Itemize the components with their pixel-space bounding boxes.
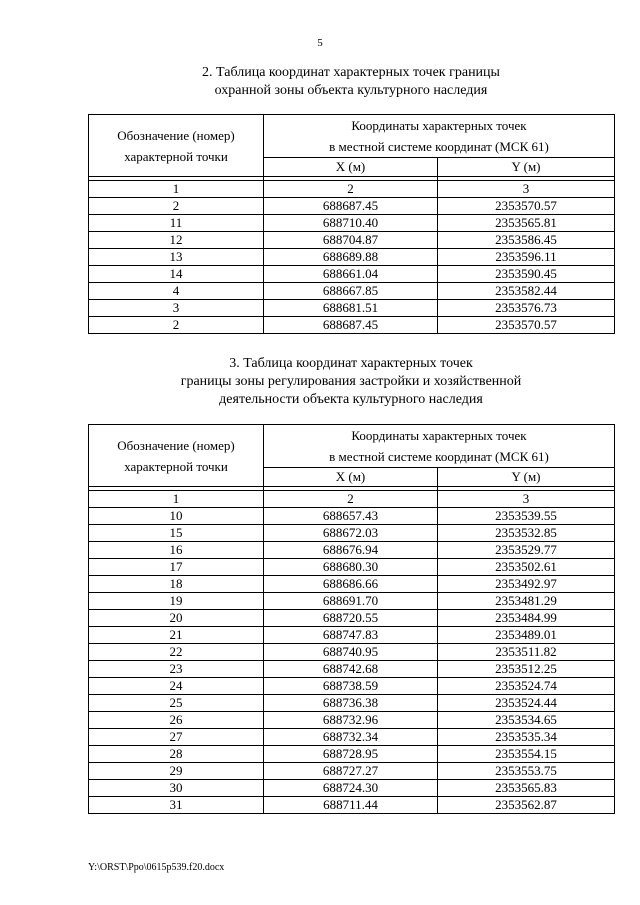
x-coordinate-cell: 688687.45 — [264, 317, 438, 334]
y-coordinate-cell: 2353492.97 — [438, 576, 615, 593]
x-coordinate-cell: 688740.95 — [264, 644, 438, 661]
column-number-cell: 2 — [264, 181, 438, 198]
header-text: Координаты характерных точек — [351, 118, 527, 133]
y-coordinate-cell: 2353532.85 — [438, 525, 615, 542]
table-row — [89, 661, 615, 678]
point-id-cell: 30 — [89, 780, 264, 797]
y-coordinate-cell: 2353484.99 — [438, 610, 615, 627]
header-text: в местной системе координат (МСК 61) — [329, 449, 549, 464]
y-coordinate-cell: 2353554.15 — [438, 746, 615, 763]
table-row — [89, 542, 615, 559]
y-coordinate-cell: 2353502.61 — [438, 559, 615, 576]
column-number-cell: 3 — [438, 491, 615, 508]
point-id-cell: 23 — [89, 661, 264, 678]
header-text: Координаты характерных точек — [351, 428, 527, 443]
table2-title-line: деятельности объекта культурного наследия — [219, 392, 483, 407]
point-id-cell: 21 — [89, 627, 264, 644]
x-coordinate-cell: 688727.27 — [264, 763, 438, 780]
table1-title — [88, 64, 614, 100]
header-text: характерной точки — [124, 458, 228, 474]
numbering-row — [89, 181, 615, 198]
point-id-cell: 29 — [89, 763, 264, 780]
y-coordinate-cell: 2353524.44 — [438, 695, 615, 712]
point-id-cell: 24 — [89, 678, 264, 695]
header-text: Обозначение (номер) — [117, 437, 235, 453]
table-row — [89, 610, 615, 627]
point-id-cell: 15 — [89, 525, 264, 542]
x-coordinate-cell: 688681.51 — [264, 300, 438, 317]
table-row — [89, 746, 615, 763]
point-id-cell: 27 — [89, 729, 264, 746]
table1-body — [89, 181, 615, 334]
point-id-cell: 17 — [89, 559, 264, 576]
table1-title-line: охранной зоны объекта культурного наследия — [214, 83, 488, 98]
point-id-cell: 20 — [89, 610, 264, 627]
point-id-cell: 2 — [89, 198, 264, 215]
point-id-cell: 11 — [89, 215, 264, 232]
x-coordinate-cell: 688710.40 — [264, 215, 438, 232]
y-coordinate-cell: 2353570.57 — [438, 198, 615, 215]
x-coordinate-cell: 688657.43 — [264, 508, 438, 525]
point-id-cell: 22 — [89, 644, 264, 661]
x-coordinate-cell: 688704.87 — [264, 232, 438, 249]
table-row — [89, 198, 615, 215]
footer-file-path: Y:\ORST\Ppo\0615p539.f20.docx — [88, 862, 225, 873]
x-coordinate-cell: 688732.34 — [264, 729, 438, 746]
table-row — [89, 576, 615, 593]
y-coordinate-cell: 2353570.57 — [438, 317, 615, 334]
table-row — [89, 780, 615, 797]
x-coordinate-cell: 688711.44 — [264, 797, 438, 814]
y-coordinate-cell: 2353586.45 — [438, 232, 615, 249]
x-coordinate-cell: 688732.96 — [264, 712, 438, 729]
table2-title-line: границы зоны регулирования застройки и хозяйственной — [180, 374, 522, 389]
table2-body — [89, 491, 615, 814]
table1-title-line: 2. Таблица координат характерных точек границы — [202, 65, 500, 80]
table1-y-header: Y (м) — [438, 158, 615, 177]
point-id-cell: 3 — [89, 300, 264, 317]
point-id-cell: 19 — [89, 593, 264, 610]
x-coordinate-cell: 688667.85 — [264, 283, 438, 300]
table-row — [89, 695, 615, 712]
table2-coordinates — [88, 424, 615, 814]
page-number: 5 — [317, 37, 323, 49]
table2-x-header: X (м) — [264, 468, 438, 487]
point-id-cell: 18 — [89, 576, 264, 593]
point-id-cell: 4 — [89, 283, 264, 300]
x-coordinate-cell: 688736.38 — [264, 695, 438, 712]
point-id-cell: 25 — [89, 695, 264, 712]
x-coordinate-cell: 688728.95 — [264, 746, 438, 763]
point-id-cell: 31 — [89, 797, 264, 814]
x-coordinate-cell: 688691.70 — [264, 593, 438, 610]
table-row — [89, 644, 615, 661]
y-coordinate-cell: 2353489.01 — [438, 627, 615, 644]
table1-coords-header — [264, 115, 615, 158]
y-coordinate-cell: 2353524.74 — [438, 678, 615, 695]
y-coordinate-cell: 2353590.45 — [438, 266, 615, 283]
x-coordinate-cell: 688720.55 — [264, 610, 438, 627]
point-id-cell: 13 — [89, 249, 264, 266]
x-coordinate-cell: 688686.66 — [264, 576, 438, 593]
table2-coords-header — [264, 425, 615, 468]
table1-coordinates — [88, 114, 615, 334]
x-coordinate-cell: 688661.04 — [264, 266, 438, 283]
y-coordinate-cell: 2353576.73 — [438, 300, 615, 317]
y-coordinate-cell: 2353511.82 — [438, 644, 615, 661]
table-row — [89, 249, 615, 266]
y-coordinate-cell: 2353562.87 — [438, 797, 615, 814]
column-number-cell: 1 — [89, 491, 264, 508]
point-id-cell: 16 — [89, 542, 264, 559]
header-text: Обозначение (номер) — [117, 127, 235, 143]
y-coordinate-cell: 2353512.25 — [438, 661, 615, 678]
x-coordinate-cell: 688687.45 — [264, 198, 438, 215]
table1-point-header — [89, 115, 264, 177]
column-number-cell: 1 — [89, 181, 264, 198]
x-coordinate-cell: 688672.03 — [264, 525, 438, 542]
y-coordinate-cell: 2353535.34 — [438, 729, 615, 746]
x-coordinate-cell: 688747.83 — [264, 627, 438, 644]
table-row — [89, 763, 615, 780]
table-row — [89, 317, 615, 334]
table-row — [89, 712, 615, 729]
table-row — [89, 215, 615, 232]
point-id-cell: 10 — [89, 508, 264, 525]
x-coordinate-cell: 688680.30 — [264, 559, 438, 576]
y-coordinate-cell: 2353596.11 — [438, 249, 615, 266]
column-number-cell: 3 — [438, 181, 615, 198]
y-coordinate-cell: 2353481.29 — [438, 593, 615, 610]
table1-x-header: X (м) — [264, 158, 438, 177]
table-row — [89, 729, 615, 746]
table-row — [89, 559, 615, 576]
header-text: в местной системе координат (МСК 61) — [329, 139, 549, 154]
point-id-cell: 14 — [89, 266, 264, 283]
header-text: характерной точки — [124, 148, 228, 164]
table-row — [89, 283, 615, 300]
y-coordinate-cell: 2353582.44 — [438, 283, 615, 300]
point-id-cell: 2 — [89, 317, 264, 334]
table-row — [89, 300, 615, 317]
x-coordinate-cell: 688689.88 — [264, 249, 438, 266]
x-coordinate-cell: 688742.68 — [264, 661, 438, 678]
y-coordinate-cell: 2353539.55 — [438, 508, 615, 525]
point-id-cell: 12 — [89, 232, 264, 249]
numbering-row — [89, 491, 615, 508]
point-id-cell: 26 — [89, 712, 264, 729]
table-row — [89, 266, 615, 283]
table-row — [89, 508, 615, 525]
x-coordinate-cell: 688738.59 — [264, 678, 438, 695]
y-coordinate-cell: 2353565.83 — [438, 780, 615, 797]
table-row — [89, 232, 615, 249]
table2-title-line: 3. Таблица координат характерных точек — [229, 356, 473, 371]
table-row — [89, 797, 615, 814]
x-coordinate-cell: 688724.30 — [264, 780, 438, 797]
y-coordinate-cell: 2353553.75 — [438, 763, 615, 780]
table2-point-header — [89, 425, 264, 487]
y-coordinate-cell: 2353529.77 — [438, 542, 615, 559]
table2-y-header: Y (м) — [438, 468, 615, 487]
x-coordinate-cell: 688676.94 — [264, 542, 438, 559]
y-coordinate-cell: 2353534.65 — [438, 712, 615, 729]
table-row — [89, 678, 615, 695]
y-coordinate-cell: 2353565.81 — [438, 215, 615, 232]
column-number-cell: 2 — [264, 491, 438, 508]
table-row — [89, 525, 615, 542]
table-row — [89, 593, 615, 610]
table-row — [89, 627, 615, 644]
point-id-cell: 28 — [89, 746, 264, 763]
table2-title — [88, 355, 614, 409]
